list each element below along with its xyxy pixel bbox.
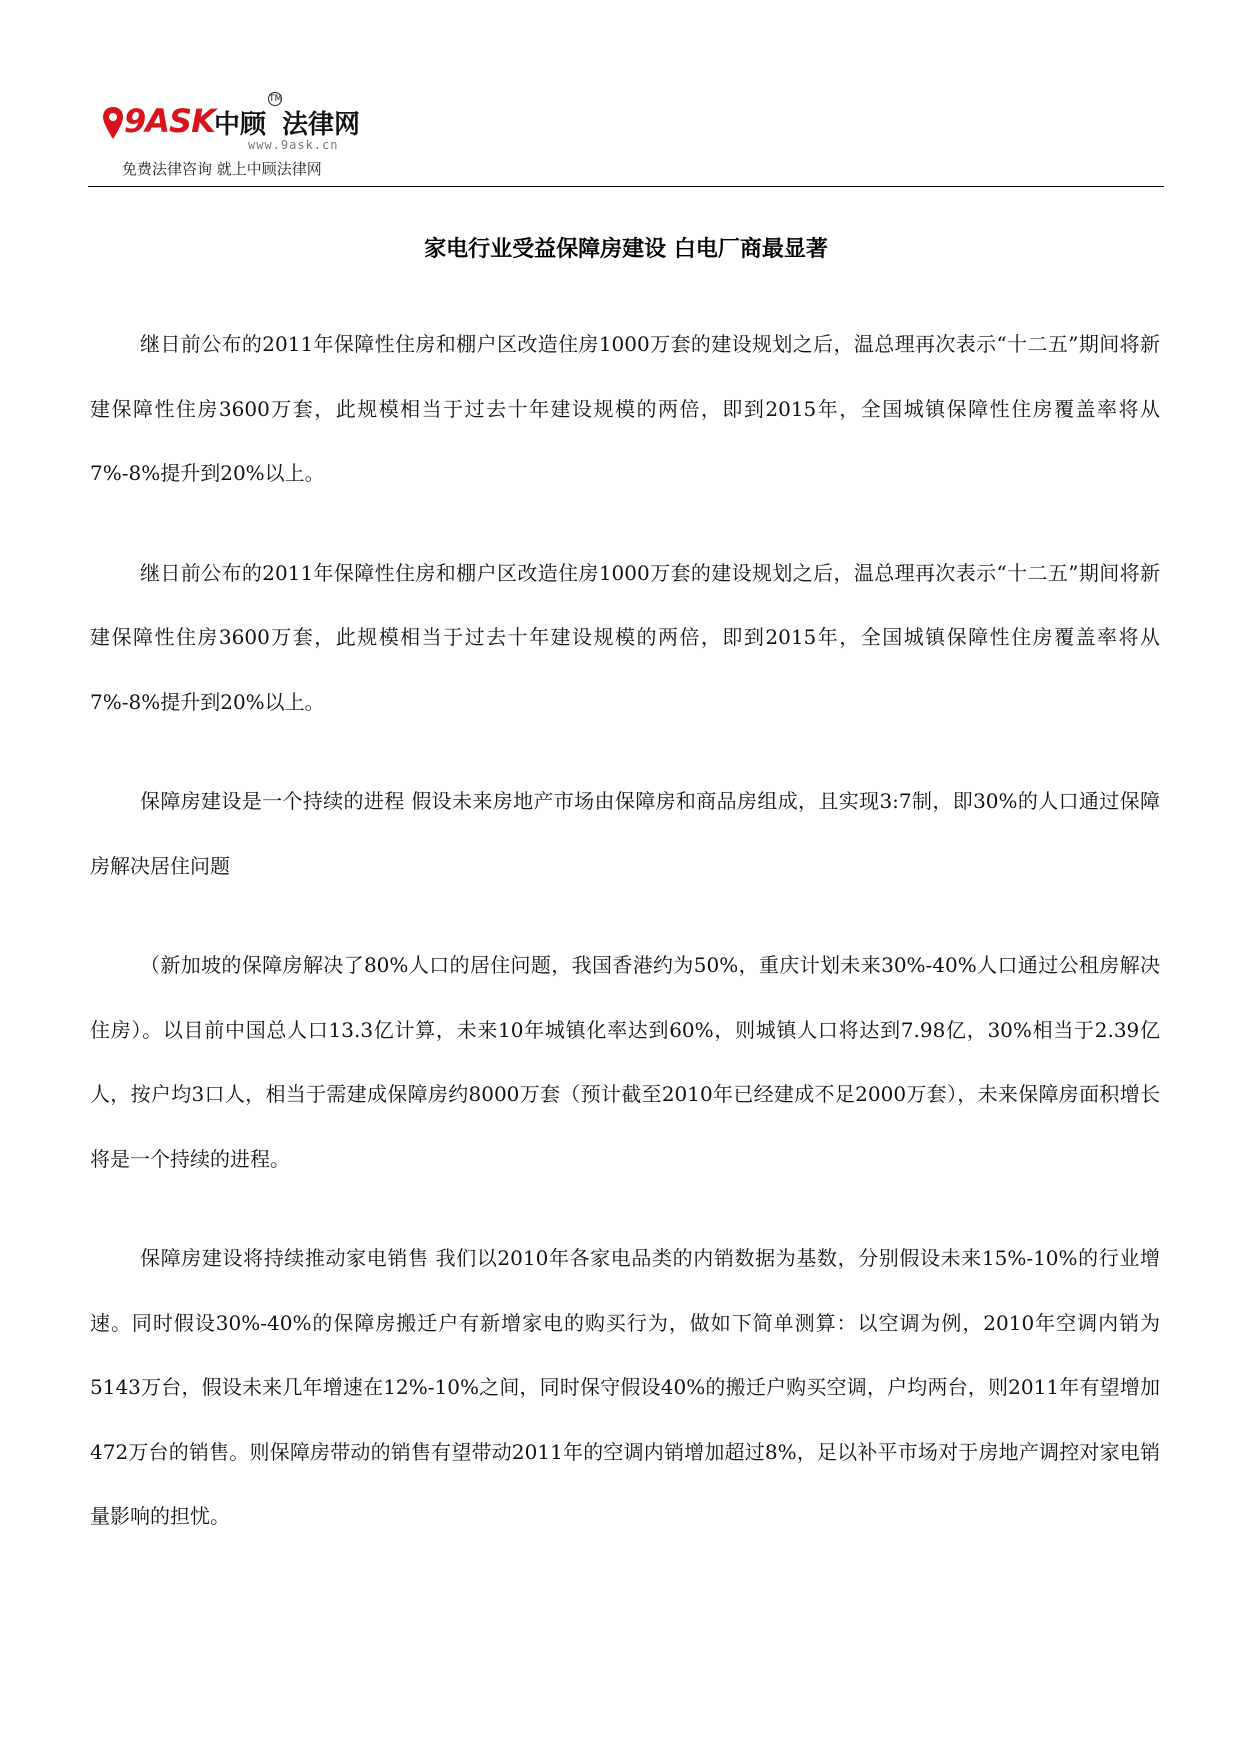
paragraph: 保障房建设是一个持续的进程 假设未来房地产市场由保障房和商品房组成，且实现3:7制，即30%的人口通过保障房解决居住问题 xyxy=(90,789,1160,878)
site-logo[interactable] xyxy=(102,92,362,182)
document-title: 家电行业受益保障房建设 白电厂商最显著 xyxy=(424,237,828,262)
trademark-mark: TM xyxy=(269,94,283,104)
site-header xyxy=(88,92,1164,186)
header-divider xyxy=(88,186,1164,187)
location-pin-icon xyxy=(102,106,124,140)
paragraph: 继日前公布的2011年保障性住房和棚户区改造住房1000万套的建设规划之后，温总理再次表示“十二五”期间将新建保障性住房3600万套，此规模相当于过去十年建设规模的两倍，即到2015年，全国城镇保障性住房覆盖率将从7%-8%提升到20%以上。 xyxy=(90,332,1160,485)
paragraph: （新加坡的保障房解决了80%人口的居住问题，我国香港约为50%，重庆计划未来30%-40%人口通过公租房解决住房）。以目前中国总人口13.3亿计算，未来10年城镇化率达到60%，则城镇人口将达到7.98亿，30%相当于2.39亿人，按户均3口人，相当于需建成保障房约8000万套（预计截至2010年已经建成不足2000万套），未来保障房面积增长将是一个持续的进程。 xyxy=(90,953,1160,1171)
logo-slogan: 免费法律咨询 就上中顾法律网 xyxy=(122,160,322,178)
logo-ask-text: 9ASK xyxy=(124,102,215,140)
document-body xyxy=(90,312,1160,1584)
paragraph: 继日前公布的2011年保障性住房和棚户区改造住房1000万套的建设规划之后，温总理再次表示“十二五”期间将新建保障性住房3600万套，此规模相当于过去十年建设规模的两倍，即到2015年，全国城镇保障性住房覆盖率将从7%-8%提升到20%以上。 xyxy=(90,560,1160,714)
paragraph: 保障房建设将持续推动家电销售 我们以2010年各家电品类的内销数据为基数，分别假设未来15%-10%的行业增速。同时假设30%-40%的保障房搬迁户有新增家电的购买行为，做如下简单测算：以空调为例，2010年空调内销为5143万台，假设未来几年增速在12%-10%之间，同时保守假设40%的搬迁户购买空调，户均两台，则2011年有望增加472万台的销售。则保障房带动的销售有望带动2011年的空调内销增加超过8%，足以补平市场对于房地产调控对家电销量影响的担忧。 xyxy=(90,1246,1160,1528)
logo-url: www.9ask.cn xyxy=(248,138,339,152)
logo-name-part1: 中顾 xyxy=(214,110,267,140)
logo-name-part2: 法律网 xyxy=(282,110,361,140)
